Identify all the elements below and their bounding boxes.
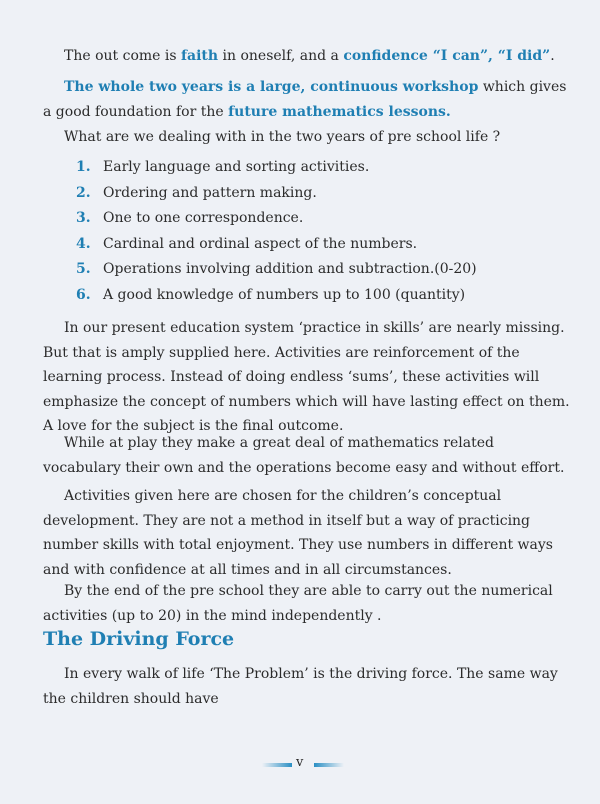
paragraph-outcome xyxy=(43,44,571,69)
text: The out come is xyxy=(64,48,182,64)
paragraph-workshop xyxy=(43,75,571,124)
list-item xyxy=(76,181,556,207)
list-number: 1. xyxy=(76,159,91,175)
paragraph-driving-force: In every walk of life ‘The Problem’ is the driving force. The same way the children should have xyxy=(43,666,558,707)
text: . xyxy=(550,48,555,64)
list-number: 6. xyxy=(76,286,91,303)
paragraph-question: What are we dealing with in the two years of pre school life ? xyxy=(64,129,501,145)
list-number: 4. xyxy=(76,235,91,252)
highlight-future-lessons: future mathematics lessons. xyxy=(228,103,451,120)
highlight-faith: faith xyxy=(181,48,219,64)
list-item xyxy=(76,206,556,232)
highlight-confidence: confidence “I can”, “I did” xyxy=(343,48,551,64)
list-text: Cardinal and ordinal aspect of the numbers. xyxy=(103,235,418,252)
list-number: 3. xyxy=(76,210,91,227)
page-footer xyxy=(0,755,600,775)
text: which gives a good foundation for the xyxy=(43,79,567,120)
text: in oneself, and a xyxy=(218,48,344,64)
list-text: One to one correspondence. xyxy=(103,210,304,227)
list-item xyxy=(76,257,556,283)
list-number: 5. xyxy=(76,261,91,278)
list-item xyxy=(76,232,556,258)
section-heading: The Driving Force xyxy=(43,628,235,650)
list-text: Early language and sorting activities. xyxy=(103,159,370,175)
list-item xyxy=(76,283,556,309)
paragraph-play: While at play they make a great deal of mathematics related vocabulary their own and the operations become easy and without effort. xyxy=(43,435,565,476)
footer-rule-right xyxy=(314,763,344,767)
list-text: Operations involving addition and subtraction.(0-20) xyxy=(103,261,477,278)
list-number: 2. xyxy=(76,184,91,201)
footer-rule-left xyxy=(262,763,292,767)
list-text: Ordering and pattern making. xyxy=(103,184,317,201)
activity-list xyxy=(76,155,556,309)
paragraph-preschool-end: By the end of the pre school they are able to carry out the numerical activities (up to 20) in the mind independently . xyxy=(43,583,553,624)
highlight-workshop: The whole two years is a large, continuous workshop xyxy=(64,79,479,95)
list-item xyxy=(76,155,556,181)
page-number: v xyxy=(296,755,304,770)
paragraph-activities: Activities given here are chosen for the children’s conceptual development. They are not a method in itself but a way of practicing number skills with total enjoyment. They use numbers in different ways and with confidence at all times and in all circumstances. xyxy=(43,488,553,578)
paragraph-practice: In our present education system ‘practice in skills’ are nearly missing. But that is amply supplied here. Activities are reinforcement of the learning process. Instead of doing endless ‘sums’, these activities will emphasize the concept of numbers which will have lasting effect on them. A love for the subject is the final outcome. xyxy=(43,320,570,434)
list-text: A good knowledge of numbers up to 100 (quantity) xyxy=(103,286,466,303)
